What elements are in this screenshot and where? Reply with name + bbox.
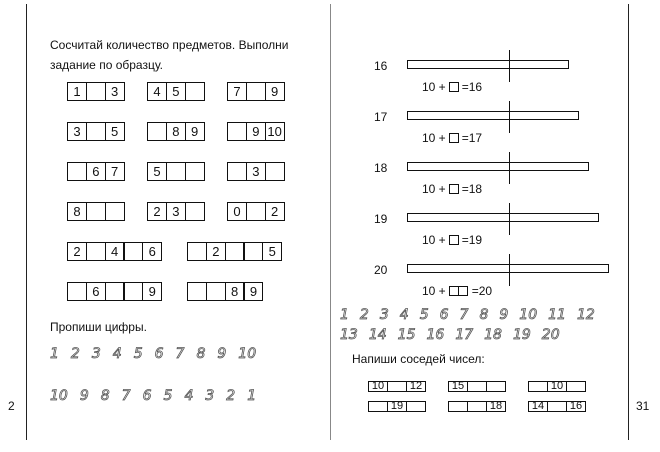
- strip-cell[interactable]: 7: [105, 162, 125, 181]
- strip-cell[interactable]: 5: [105, 122, 125, 141]
- task1-line2: задание по образцу.: [50, 58, 163, 72]
- page-number-left: 2: [8, 399, 15, 413]
- strip-cell[interactable]: 9: [265, 82, 285, 101]
- strip-cell[interactable]: [185, 202, 205, 221]
- trace-digit: 10: [519, 307, 538, 323]
- trace-digit: 1: [340, 307, 349, 323]
- neighbor-strip: [368, 401, 426, 412]
- strip-cell[interactable]: [105, 202, 125, 221]
- strip-cell[interactable]: [86, 122, 106, 141]
- trace-numbers-row1: [340, 307, 606, 323]
- strip-cell[interactable]: [185, 162, 205, 181]
- neighbor-cell[interactable]: [368, 401, 388, 412]
- trace-digit: 1: [50, 346, 59, 362]
- equation-result: =20: [471, 284, 493, 298]
- equation-prefix: 10 +: [422, 182, 446, 196]
- left-margin-line: [26, 4, 27, 440]
- ten-mark: [509, 254, 510, 286]
- neighbor-strip: [528, 401, 586, 412]
- strip-cell[interactable]: 9: [185, 122, 205, 141]
- trace-digit: 3: [91, 346, 101, 362]
- trace-digit: 8: [196, 346, 206, 362]
- task1-line1: Сосчитай количество предметов. Выполни: [50, 38, 289, 52]
- number-bar: [407, 162, 589, 171]
- trace-digit: 3: [379, 307, 389, 323]
- counting-strip: [147, 82, 205, 101]
- strip-cell[interactable]: [206, 282, 226, 301]
- counting-strip: [227, 82, 285, 101]
- trace-digit: 4: [399, 307, 409, 323]
- neighbor-cell[interactable]: [467, 401, 487, 412]
- ten-mark: [509, 203, 510, 235]
- trace-digit: 6: [154, 346, 164, 362]
- ten-mark: [509, 152, 510, 184]
- neighbor-cell[interactable]: [448, 401, 468, 412]
- strip-cell[interactable]: 9: [246, 122, 266, 141]
- trace-digit: 17: [455, 327, 474, 343]
- neighbor-cell[interactable]: 10: [368, 381, 388, 392]
- answer-box[interactable]: [449, 286, 469, 296]
- counting-strip: [67, 122, 125, 141]
- equation-result: =17: [461, 131, 483, 145]
- trace-digit: 5: [163, 388, 173, 404]
- answer-box[interactable]: [449, 133, 459, 143]
- counting-strip: [187, 242, 282, 261]
- equation-prefix: 10 +: [422, 80, 446, 94]
- counting-strip: [147, 162, 205, 181]
- equation-prefix: 10 +: [422, 233, 446, 247]
- trace-digits-row2: [50, 388, 268, 404]
- task2-text: Пропиши цифры.: [50, 320, 147, 334]
- strip-cell[interactable]: 6: [142, 242, 162, 261]
- trace-digit: 9: [217, 346, 227, 362]
- answer-box[interactable]: [449, 184, 459, 194]
- strip-cell[interactable]: [86, 242, 106, 261]
- trace-digit: 10: [238, 346, 257, 362]
- bar-label: 20: [374, 263, 388, 277]
- trace-digit: 20: [541, 327, 560, 343]
- strip-cell[interactable]: [185, 82, 205, 101]
- strip-cell[interactable]: 2: [67, 242, 87, 261]
- strip-cell[interactable]: 10: [265, 122, 285, 141]
- strip-cell[interactable]: 9: [243, 282, 263, 301]
- bar-equation: [422, 182, 482, 196]
- strip-cell[interactable]: 6: [86, 282, 106, 301]
- strip-cell[interactable]: [123, 242, 143, 261]
- counting-strip: [67, 82, 125, 101]
- neighbor-strip: [448, 381, 506, 392]
- equation-prefix: 10 +: [422, 131, 446, 145]
- answer-box[interactable]: [449, 235, 459, 245]
- counting-strip: [227, 162, 285, 181]
- neighbor-cell[interactable]: 12: [406, 381, 426, 392]
- strip-cell[interactable]: [246, 82, 266, 101]
- trace-digit: 5: [419, 307, 429, 323]
- counting-strip: [227, 202, 285, 221]
- bar-equation: [422, 80, 482, 94]
- strip-cell[interactable]: [147, 122, 167, 141]
- strip-cell[interactable]: 3: [67, 122, 87, 141]
- strip-cell[interactable]: [86, 82, 106, 101]
- right-margin-line: [628, 4, 629, 440]
- neighbor-cell[interactable]: [406, 401, 426, 412]
- trace-digit: 8: [479, 307, 489, 323]
- trace-digit: 4: [112, 346, 122, 362]
- neighbor-strip: [528, 381, 586, 392]
- trace-digit: 7: [175, 346, 185, 362]
- trace-digit: 2: [359, 307, 369, 323]
- strip-cell[interactable]: [67, 162, 87, 181]
- counting-strip: [67, 242, 162, 261]
- neighbor-cell[interactable]: 18: [486, 401, 506, 412]
- trace-digit: 7: [459, 307, 469, 323]
- neighbor-cell[interactable]: [547, 401, 567, 412]
- strip-cell[interactable]: [227, 162, 247, 181]
- counting-strip: [227, 122, 285, 141]
- trace-digit: 6: [142, 388, 152, 404]
- neighbor-cell[interactable]: 15: [448, 381, 468, 392]
- bar-label: 16: [374, 59, 388, 73]
- strip-cell[interactable]: 2: [147, 202, 167, 221]
- strip-cell[interactable]: 5: [166, 82, 186, 101]
- neighbor-cell[interactable]: [387, 381, 407, 392]
- answer-box[interactable]: [449, 82, 459, 92]
- bar-label: 19: [374, 212, 388, 226]
- equation-result: =16: [461, 80, 483, 94]
- trace-digit: 15: [397, 327, 416, 343]
- strip-cell[interactable]: [227, 122, 247, 141]
- bar-label: 18: [374, 161, 388, 175]
- strip-cell[interactable]: 7: [227, 82, 247, 101]
- ten-mark: [509, 101, 510, 133]
- trace-digit: 14: [368, 327, 387, 343]
- strip-cell[interactable]: 8: [67, 202, 87, 221]
- bar-equation: [422, 233, 482, 247]
- neighbor-cell[interactable]: [566, 381, 586, 392]
- counting-strip: [147, 202, 205, 221]
- neighbor-cell[interactable]: [486, 381, 506, 392]
- strip-cell[interactable]: 8: [225, 282, 245, 301]
- trace-digits-row1: [50, 346, 268, 362]
- strip-cell[interactable]: [105, 282, 125, 301]
- strip-cell[interactable]: 9: [142, 282, 162, 301]
- strip-cell[interactable]: 5: [147, 162, 167, 181]
- neighbor-cell[interactable]: 16: [566, 401, 586, 412]
- number-bar: [407, 60, 569, 69]
- neighbor-strip: [448, 401, 506, 412]
- counting-strip: [187, 282, 263, 301]
- trace-digit: 8: [100, 388, 110, 404]
- strip-cell[interactable]: 3: [166, 202, 186, 221]
- strip-cell[interactable]: 3: [105, 82, 125, 101]
- trace-digit: 6: [439, 307, 449, 323]
- task3-text: Напиши соседей чисел:: [352, 352, 485, 366]
- trace-digit: 11: [548, 307, 566, 323]
- neighbor-cell[interactable]: 19: [387, 401, 407, 412]
- strip-cell[interactable]: 2: [265, 202, 285, 221]
- page-number-right: 31: [636, 399, 650, 413]
- equation-result: =18: [461, 182, 483, 196]
- strip-cell[interactable]: [265, 162, 285, 181]
- strip-cell[interactable]: [225, 242, 245, 261]
- equation-result: =19: [461, 233, 483, 247]
- number-bar: [407, 213, 599, 222]
- strip-cell[interactable]: 6: [86, 162, 106, 181]
- trace-numbers-row2: [340, 327, 571, 343]
- trace-digit: 5: [133, 346, 143, 362]
- strip-cell[interactable]: [246, 202, 266, 221]
- trace-digit: 16: [426, 327, 445, 343]
- trace-digit: 10: [50, 388, 68, 404]
- strip-cell[interactable]: [67, 282, 87, 301]
- equation-prefix: 10 +: [422, 284, 446, 298]
- strip-cell[interactable]: 2: [206, 242, 226, 261]
- strip-cell[interactable]: 4: [105, 242, 125, 261]
- strip-cell[interactable]: 4: [147, 82, 167, 101]
- number-bar: [407, 111, 579, 120]
- bar-equation: [422, 284, 492, 298]
- strip-cell[interactable]: 0: [227, 202, 247, 221]
- trace-digit: 7: [121, 388, 131, 404]
- trace-digit: 9: [499, 307, 509, 323]
- strip-cell[interactable]: [123, 282, 143, 301]
- neighbor-cell[interactable]: [528, 381, 548, 392]
- counting-strip: [67, 202, 125, 221]
- counting-strip: [147, 122, 205, 141]
- trace-digit: 9: [79, 388, 89, 404]
- counting-strip: [67, 162, 125, 181]
- strip-cell[interactable]: [86, 202, 106, 221]
- counting-strip: [67, 282, 162, 301]
- neighbor-cell[interactable]: [467, 381, 487, 392]
- neighbor-cell[interactable]: 14: [528, 401, 548, 412]
- trace-digit: 13: [340, 327, 358, 343]
- trace-digit: 3: [205, 388, 215, 404]
- trace-digit: 2: [226, 388, 236, 404]
- spine-line: [330, 4, 331, 440]
- strip-cell[interactable]: 8: [166, 122, 186, 141]
- bar-label: 17: [374, 110, 388, 124]
- trace-digit: 19: [512, 327, 531, 343]
- trace-digit: 4: [184, 388, 194, 404]
- strip-cell[interactable]: [187, 282, 207, 301]
- strip-cell[interactable]: 3: [246, 162, 266, 181]
- neighbor-cell[interactable]: 10: [547, 381, 567, 392]
- strip-cell[interactable]: [187, 242, 207, 261]
- strip-cell[interactable]: 5: [262, 242, 282, 261]
- strip-cell[interactable]: [243, 242, 263, 261]
- trace-digit: 2: [70, 346, 80, 362]
- strip-cell[interactable]: [166, 162, 186, 181]
- ten-mark: [509, 50, 510, 82]
- neighbor-strip: [368, 381, 426, 392]
- trace-digit: 1: [247, 388, 257, 404]
- number-bar: [407, 264, 609, 273]
- strip-cell[interactable]: 1: [67, 82, 87, 101]
- bar-equation: [422, 131, 482, 145]
- trace-digit: 18: [484, 327, 502, 343]
- trace-digit: 12: [576, 307, 595, 323]
